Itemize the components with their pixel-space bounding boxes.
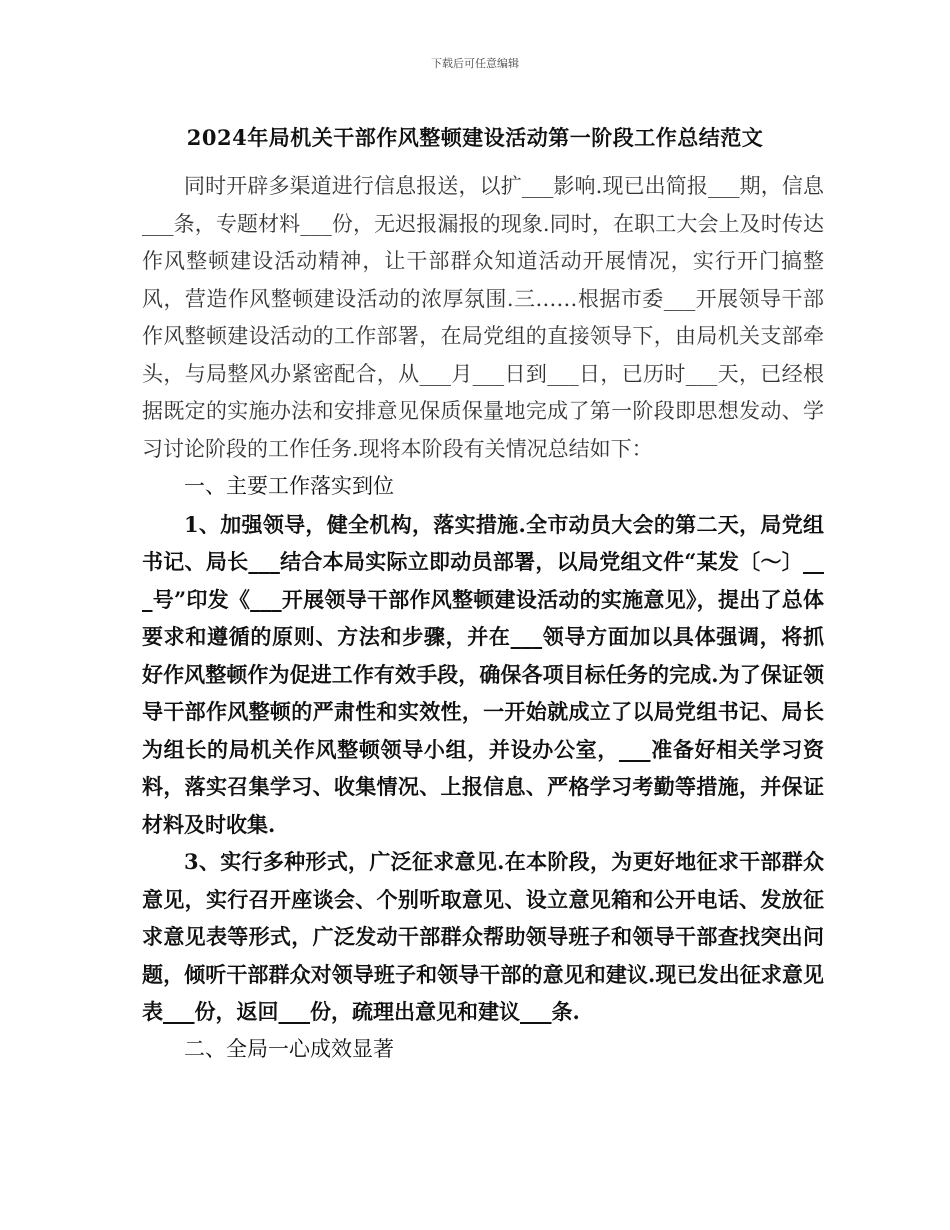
item-1-paragraph: 1、加强领导，健全机构，落实措施.全市动员大会的第二天，局党组书记、局长___结合本局实际立即动员部署，以局党组文件“某发〔～〕___号”印发《___开展领导干部作风整顿建设活动的实施意见》，提出了总体要求和遵循的原则、方法和步骤，并在___领导方面加以具体强调，将抓好作风整顿作为促进工作有效手段，确保各项目标任务的完成.为了保证领导干部作风整顿的严肃性和实效性，一开始就成立了以局党组书记、局长为组长的局机关作风整顿领导小组，并设办公室，___准备好相关学习资料，落实召集学习、收集情况、上报信息、严格学习考勤等措施，并保证材料及时收集. [142, 511, 824, 837]
intro-paragraph: 同时开辟多渠道进行信息报送，以扩___影响.现已出简报___期，信息___条，专题材料___份，无迟报漏报的现象.同时，在职工大会上及时传达作风整顿建设活动精神，让干部群众知道活动开展情况，实行开门搞整风，营造作风整顿建设活动的浓厚氛围.三……根据市委___开展领导干部作风整顿建设活动的工作部署，在局党组的直接领导下，由局机关支部牵头，与局整风办紧密配合，从___月___日到___日，已历时___天，已经根据既定的实施办法和安排意见保质保量地完成了第一阶段即思想发动、学习讨论阶段的工作任务.现将本阶段有关情况总结如下： [142, 174, 824, 461]
document-title: 2024年局机关干部作风整顿建设活动第一阶段工作总结范文 [186, 125, 764, 150]
section-heading-2: 二、全局一心成效显著 [184, 1036, 394, 1061]
section-heading-1: 一、主要工作落实到位 [184, 474, 394, 498]
item-3-paragraph: 3、实行多种形式，广泛征求意见.在本阶段，为更好地征求干部群众意见，实行召开座谈会、个别听取意见、设立意见箱和公开电话、发放征求意见表等形式，广泛发动干部群众帮助领导班子和领导干部查找突出问题，倾听干部群众对领导班子和领导干部的意见和建议.现已发出征求意见表___份，返回___份，疏理出意见和建议___条. [142, 849, 824, 1024]
header-note: 下载后可任意编辑 [431, 57, 519, 70]
document-body [142, 168, 824, 1068]
